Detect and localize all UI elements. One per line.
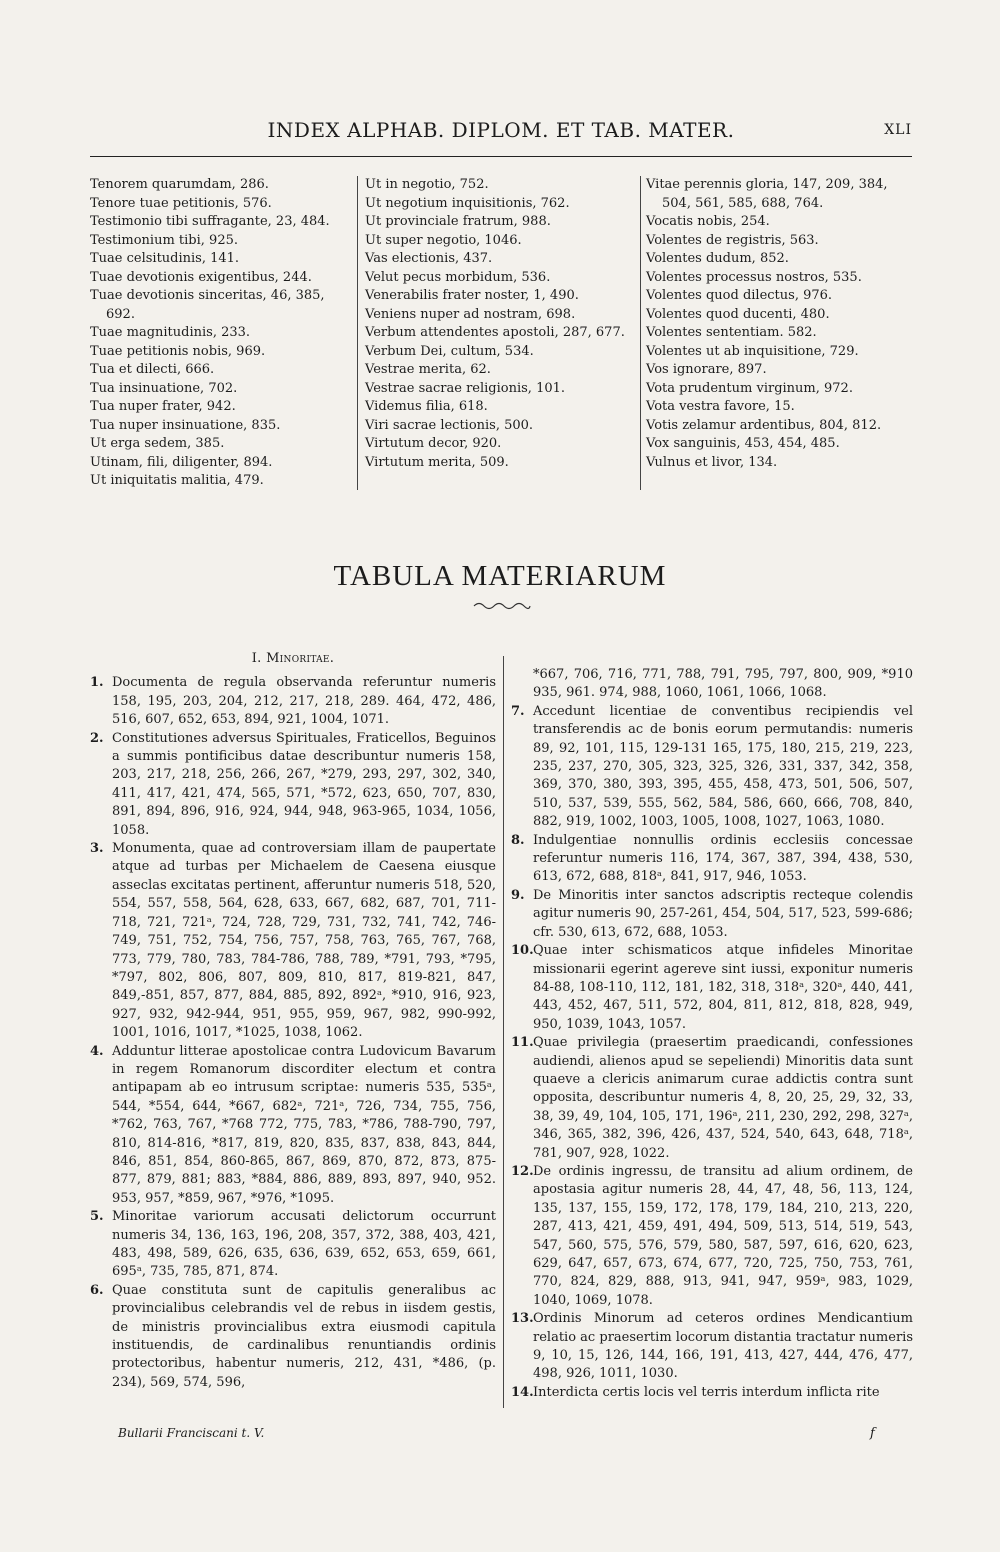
materiarum-left-column [90,650,496,1392]
index-entry: Volentes quod dilectus, 976. [646,288,833,303]
entry-number: 8. [511,832,525,848]
entry-number: 4. [90,1043,104,1059]
entry-number: 2. [90,730,104,746]
index-entry: Testimonium tibi, 925. [90,232,238,248]
index-entry: Tenorem quarumdam, 286. [90,177,269,192]
entry-number: 13. [511,1311,534,1327]
entry-number: 14. [511,1384,534,1400]
index-entry: Volentes dudum, 852. [646,251,789,266]
wave-ornament-icon [472,600,532,612]
entry-text: Quae inter schismaticos atque infideles Minoritae missionarii egerint agereve sint iussi, exponitur numeris 84-88, 108-110, 112, 181, 182, 318, 318ᵃ, 320ᵃ, 440, 441, 443, 452, 467, 511, 572, 804, 811, 812, 818, 828, 949, 950, 1039, 1043, 1057. [533,943,913,1032]
entry-continuation: *667, 706, 716, 771, 788, 791, 795, 797, 800, 909, *910 935, 961. 974, 988, 1060, 1061, 1066, 1068. [533,667,913,701]
entry-number: 11. [511,1035,534,1051]
index-entry: Ut super negotio, 1046. [365,232,522,248]
entry-number: 12. [511,1163,534,1179]
materia-entry [90,1282,496,1392]
entry-number: 5. [90,1209,104,1225]
index-entry: Vos ignorare, 897. [646,362,767,377]
index-entry: Vox sanguinis, 453, 454, 485. [646,436,840,451]
entry-text: Ordinis Minorum ad ceteros ordines Mendicantium relatio ac praesertim locorum distantia tractatur numeris 9, 10, 15, 126, 144, 166, 191, 413, 427, 444, 476, 477, 498, 926, 1011, 1030. [533,1311,913,1382]
materia-entry [511,942,913,1034]
index-entry: Tua nuper insinuatione, 835. [90,417,281,433]
index-entry: Vestrae merita, 62. [365,362,491,377]
index-entry: Volentes sententiam. 582. [646,325,817,340]
index-entry: Votis zelamur ardentibus, 804, 812. [646,417,882,433]
index-entry: Ut negotium inquisitionis, 762. [365,195,570,211]
entry-number: 3. [90,841,104,857]
index-entry: Tuae devotionis exigentibus, 244. [90,269,312,285]
entry-number: 6. [90,1282,104,1298]
index-column-2 [365,176,635,472]
entry-number: 9. [511,887,525,903]
section-title: TABULA MATERIARUM [333,560,667,592]
entry-number: 7. [511,703,525,719]
column-divider [640,176,641,490]
page-number: XLI [884,122,912,138]
materia-entry [90,840,496,1042]
header-rule [90,156,912,157]
column-divider [503,656,504,1408]
entry-text: De ordinis ingressu, de transitu ad alium ordinem, de apostasia agitur numeris 28, 44, 47, 48, 56, 113, 124, 135, 137, 155, 159, 172, 178, 179, 184, 210, 213, 220, 287, 413, 421, 459, 491, 494, 509, 513, 514, 519, 543, 547, 560, 575, 576, 579, 580, 587, 597, 616, 620, 623, 629, 647, 657, 673, 674, 677, 720, 725, 750, 753, 761, 770, 824, 829, 888, 913, 941, 947, 959ᵃ, 983, 1029, 1040, 1069, 1078. [533,1163,913,1308]
entry-text: Documenta de regula observanda referuntur numeris 158, 195, 203, 204, 212, 217, 218, 289. 464, 472, 486, 516, 607, 652, 653, 894, 921, 1004, 1071. [112,675,496,728]
index-entry: Vulnus et livor, 134. [646,454,778,470]
materia-entry [511,832,913,887]
entry-text: Accedunt licentiae de conventibus recipiendis vel transferendis ac de bonis eorum permutandis: numeris 89, 92, 101, 115, 129-131 165, 175, 180, 215, 219, 223, 235, 237, 270, 305, 323, 325, 326, 331, 337, 342, 358, 369, 370, 380, 393, 395, 455, 458, 473, 501, 506, 507, 510, 537, 539, 555, 562, 584, 586, 660, 666, 708, 840, 882, 919, 1002, 1003, 1005, 1008, 1027, 1063, 1080. [533,703,913,830]
materia-entry [90,730,496,840]
materia-entry [511,703,913,832]
index-entry: Volentes processus nostros, 535. [646,269,862,285]
index-entry: Volentes quod ducenti, 480. [646,306,830,322]
index-entry: Testimonio tibi suffragante, 23, 484. [90,214,330,229]
index-entry: Veniens nuper ad nostram, 698. [365,306,576,322]
column-divider [357,176,358,490]
running-head [90,118,912,148]
index-entry: Tua et dilecti, 666. [90,362,215,377]
entry-number: 10. [511,943,534,959]
index-entry: Virtutum decor, 920. [365,436,502,451]
index-entry: Tuae celsitudinis, 141. [90,251,240,266]
index-entry: Verbum Dei, cultum, 534. [365,343,534,359]
index-entry: Tua insinuatione, 702. [90,380,238,396]
index-entry: Virtutum merita, 509. [365,454,509,470]
materia-entry [90,1208,496,1282]
entry-text: Quae constituta sunt de capitulis generalibus ac provincialibus celebrandis vel de rebus in iisdem gestis, de ministris provincialibus extra eiusmodi capitula instituendis, de cardinalibus renuntiandis ordinis protectoribus, habentur numeris, 212, 431, *486, (p. 234), 569, 574, 596, [112,1282,496,1390]
index-entry: Velut pecus morbidum, 536. [365,269,551,285]
index-entry: Ut erga sedem, 385. [90,436,225,451]
index-entry: Volentes ut ab inquisitione, 729. [646,343,859,359]
footer-signature-letter: f [870,1426,875,1441]
entry-text: Minoritae variorum accusati delictorum occurrunt numeris 34, 136, 163, 196, 208, 357, 372, 388, 403, 421, 483, 498, 589, 626, 635, 636, 639, 652, 653, 659, 661, 695ᵃ, 735, 785, 871, 874. [112,1209,496,1280]
index-entry: Tuae petitionis nobis, 969. [90,343,266,359]
entry-number: 1. [90,675,104,691]
index-entry: Venerabilis frater noster, 1, 490. [365,288,579,303]
entry-text: De Minoritis inter sanctos adscriptis recteque colendis agitur numeris 90, 257-261, 454, 504, 517, 523, 599-686; cfr. 530, 613, 672, 688, 1053. [533,887,913,940]
entry-text: Constitutiones adversus Spirituales, Fraticellos, Beguinos a summis pontificibus datae describuntur numeris 158, 203, 217, 218, 256, 266, 267, *279, 293, 297, 302, 340, 411, 417, 421, 474, 565, 571, *572, 623, 650, 707, 830, 891, 894, 896, 916, 924, 944, 948, 963-965, 1034, 1056, 1058. [112,730,496,838]
index-entry: Vocatis nobis, 254. [646,214,770,229]
entry-text: Quae privilegia (praesertim praedicandi, confessiones audiendi, alienos apud se sepeliendi) Minoritis data sunt quaeve a clericis animarum curae addictis contra sunt opposita, describuntur numeris 4, 8, 20, 25, 29, 32, 33, 38, 39, 49, 104, 105, 171, 196ᵃ, 211, 230, 292, 298, 327ᵃ, 346, 365, 382, 396, 426, 437, 524, 540, 643, 648, 718ᵃ, 781, 907, 928, 1022. [533,1035,913,1161]
index-entry: Ut in negotio, 752. [365,177,489,192]
footer-signature: Bullarii Franciscani t. V. [118,1426,265,1440]
index-entry: Utinam, fili, diligenter, 894. [90,454,273,470]
index-entry: Ut provinciale fratrum, 988. [365,214,551,229]
subsection-numeral: I. [251,651,262,666]
running-title: INDEX ALPHAB. DIPLOM. ET TAB. MATER. [267,118,735,142]
index-entry: Vitae perennis gloria, 147, 209, 384, 504, 561, 585, 688, 764. [646,177,888,211]
index-entry: Viri sacrae lectionis, 500. [365,417,534,433]
materia-entry [511,1163,913,1310]
materia-entry [511,887,913,942]
materia-entry [511,1310,913,1384]
subsection-heading [90,650,496,668]
entry-text: Adduntur litterae apostolicae contra Ludovicum Bavarum in regem Romanorum discorditer electum et contra antipapam ab eo intrusum scriptae: numeris 535, 535ᵃ, 544, *554, 644, *667, 682ᵃ, 721ᵃ, 726, 734, 755, 756, *762, 763, 767, *768 772, 775, 783, *786, 788-790, 797, 810, 814-816, *817, 819, 820, 835, 837, 838, 843, 844, 846, 851, 854, 860-865, 867, 869, 870, 872, 873, 875-877, 879, 881; 883, *884, 886, 889, 893, 897, 940, 952. 953, 957, *859, 967, *976, *1095. [112,1043,496,1206]
entry-text: Indulgentiae nonnullis ordinis ecclesiis concessae referuntur numeris 116, 174, 367, 387, 394, 438, 530, 613, 672, 688, 818ᵃ, 841, 917, 946, 1053. [533,832,913,885]
index-column-1 [90,176,352,491]
index-entry: Vestrae sacrae religionis, 101. [365,380,566,396]
materia-entry [511,1384,913,1402]
index-entry: Videmus filia, 618. [365,399,488,414]
index-entry: Verbum attendentes apostoli, 287, 677. [365,325,625,340]
materia-entry [90,674,496,729]
entry-text: Interdicta certis locis vel terris interdum inflicta rite [533,1384,880,1400]
materia-entry [90,1043,496,1209]
index-entry: Vota vestra favore, 15. [646,399,795,414]
index-entry: Tua nuper frater, 942. [90,399,236,414]
index-entry: Vas electionis, 437. [365,251,493,266]
subsection-name: Minoritae. [266,651,335,666]
index-entry: Vota prudentum virginum, 972. [646,380,853,396]
materiarum-right-column [511,666,913,1402]
index-entry: Ut iniquitatis malitia, 479. [90,473,264,488]
index-entry: Tuae devotionis sinceritas, 46, 385, 692. [90,288,325,322]
index-entry: Tuae magnitudinis, 233. [90,325,251,340]
index-entry: Tenore tuae petitionis, 576. [90,195,272,211]
index-entry: Volentes de registris, 563. [646,232,819,248]
materia-entry [511,1034,913,1163]
index-column-3 [646,176,912,472]
entry-text: Monumenta, quae ad controversiam illam de paupertate atque ad turbas per Michaelem de Caesena eiusque asseclas excitatas pertinent, afferuntur numeris 518, 520, 554, 557, 558, 564, 628, 633, 667, 682, 687, 701, 711-718, 721, 721ᵃ, 724, 728, 729, 731, 732, 741, 742, 746-749, 751, 752, 754, 756, 757, 758, 763, 765, 767, 768, 773, 779, 780, 783, 784-786, 788, 789, *791, 793, *795, *797, 802, 806, 807, 809, 810, 817, 819-821, 847, 849,-851, 857, 877, 884, 885, 892, 892ᵃ, *910, 916, 923, 927, 932, 942-944, 951, 955, 959, 967, 982, 990-992, 1001, 1016, 1017, *1025, 1038, 1062. [112,841,496,1041]
